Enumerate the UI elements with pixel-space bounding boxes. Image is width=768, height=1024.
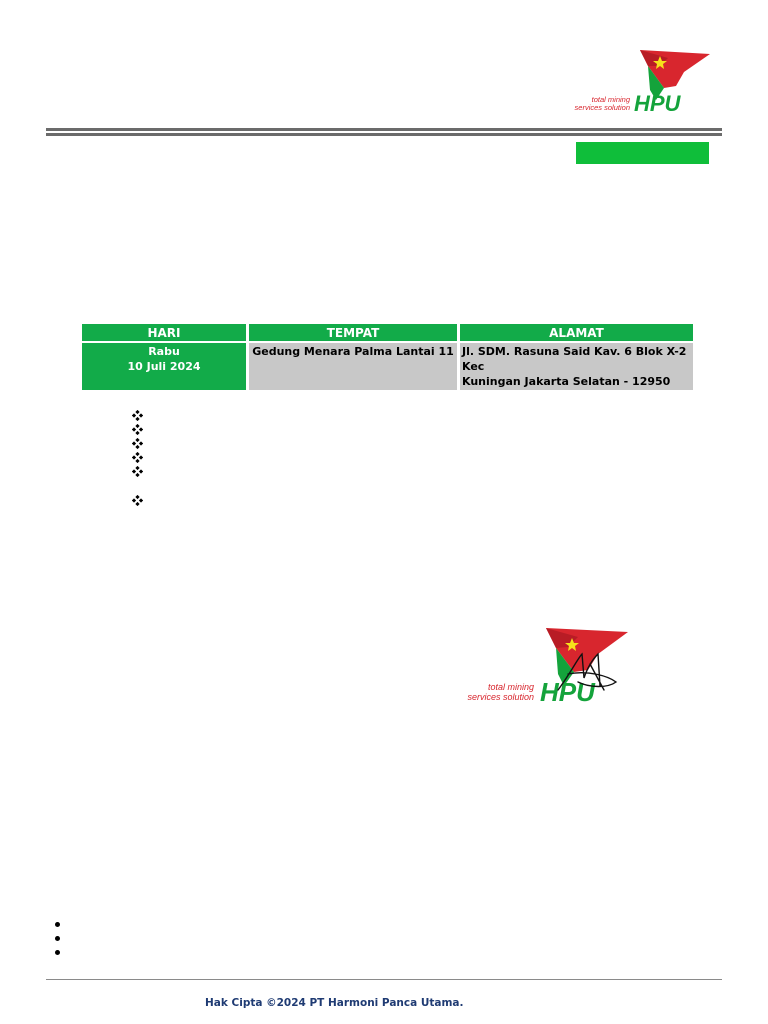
hpu-logo (564, 44, 714, 116)
diamond-bullet-icon (132, 438, 143, 449)
schedule-table (79, 322, 696, 392)
footer-divider (46, 979, 722, 980)
svg-text:HPU: HPU (540, 677, 595, 707)
bullet-icon (55, 936, 60, 941)
address-line-1: Jl. SDM. Rasuna Said Kav. 6 Blok X-2 Kec (462, 345, 687, 373)
diamond-bullet-icon (132, 495, 143, 506)
column-header-address: ALAMAT (460, 324, 693, 341)
svg-text:HPU: HPU (634, 91, 681, 116)
diamond-bullet-icon (132, 452, 143, 463)
svg-text:total mining: total mining (591, 95, 630, 104)
column-header-place: TEMPAT (249, 324, 457, 341)
header-status-tag (576, 142, 709, 164)
diamond-bullet-icon (132, 466, 143, 477)
event-date: 10 Juli 2024 (127, 360, 201, 373)
svg-text:total mining: total mining (487, 682, 534, 692)
bullet-icon (55, 950, 60, 955)
address-line-2: Kuningan Jakarta Selatan - 12950 (462, 375, 671, 388)
address-cell (460, 343, 693, 390)
diamond-bullet-icon (132, 410, 143, 421)
svg-text:services solution: services solution (467, 692, 534, 702)
table-row (82, 343, 693, 390)
place-cell: Gedung Menara Palma Lantai 11 (249, 343, 457, 390)
day-cell (82, 343, 246, 390)
column-header-day: HARI (82, 324, 246, 341)
day-name: Rabu (148, 345, 180, 358)
diamond-bullet-icon (132, 424, 143, 435)
footer-copyright: Hak Cipta ©2024 PT Harmoni Panca Utama. (205, 997, 464, 1009)
bullet-icon (55, 922, 60, 927)
svg-text:services solution: services solution (574, 103, 630, 112)
header-divider (46, 128, 722, 137)
signature-logo (458, 624, 634, 708)
